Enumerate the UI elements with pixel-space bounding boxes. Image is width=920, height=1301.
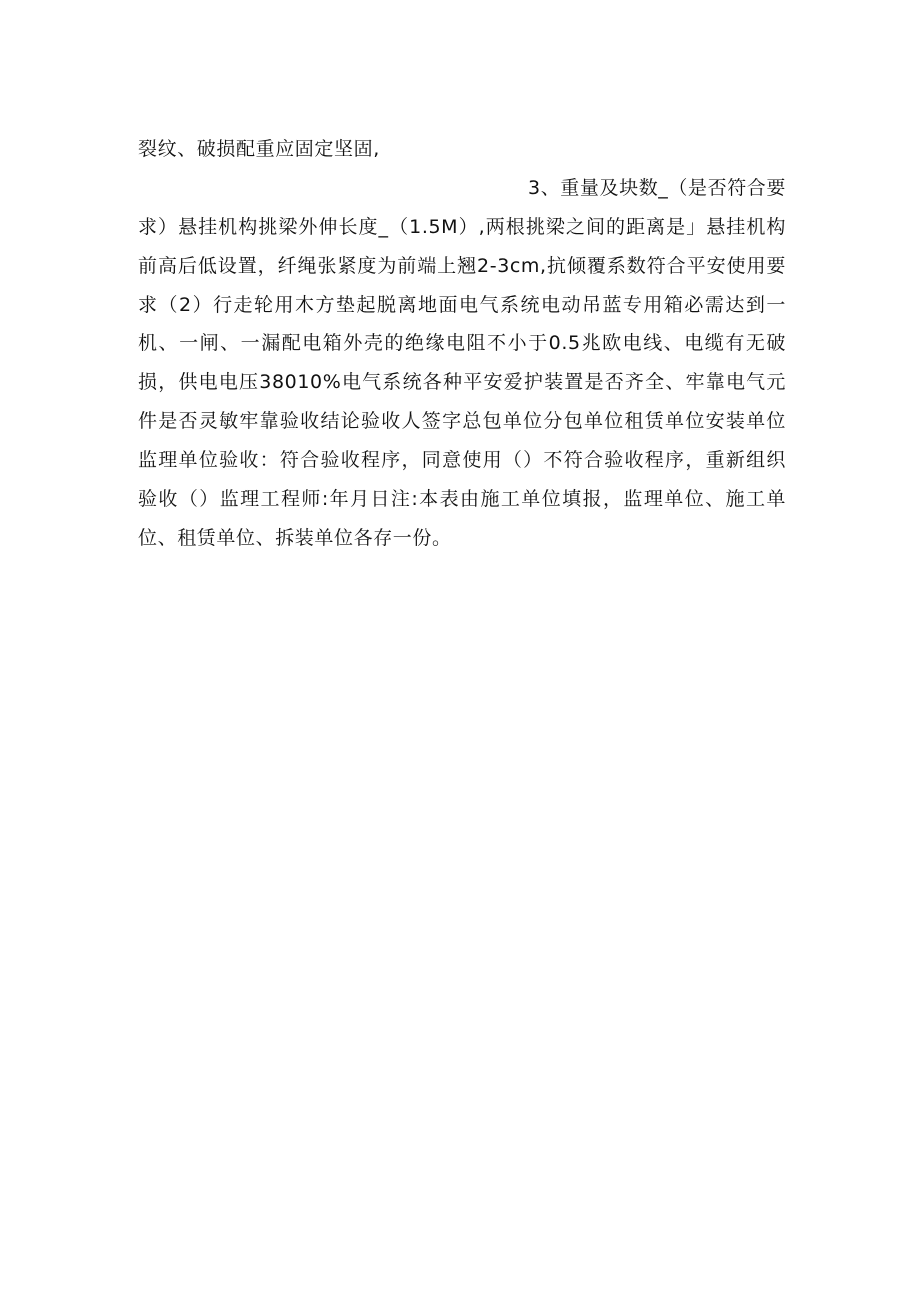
text-line-9: 监理单位验收：符合验收程序，同意使用（）不符合验收程序，重新组织 bbox=[138, 449, 786, 472]
text-line-2: 3、重量及块数_（是否符合要 bbox=[528, 176, 786, 199]
text-line-7: 损，供电电压38010%电气系统各种平安爱护装置是否齐全、牢靠电气元 bbox=[138, 371, 786, 394]
text-line-11: 位、租赁单位、拆装单位各存一份。 bbox=[138, 526, 452, 549]
text-line-8: 件是否灵敏牢靠验收结论验收人签字总包单位分包单位租赁单位安装单位 bbox=[138, 410, 786, 433]
text-line-4: 前高后低设置，纤绳张紧度为前端上翘2-3cm,抗倾覆系数符合平安使用要 bbox=[138, 254, 786, 277]
text-line-5: 求（2）行走轮用木方垫起脱离地面电气系统电动吊蓝专用箱必需达到一 bbox=[138, 293, 786, 316]
body-text bbox=[138, 130, 786, 558]
text-line-1: 裂纹、破损配重应固定坚固, bbox=[138, 138, 380, 160]
text-line-3: 求）悬挂机构挑梁外伸长度_（1.5M）,两根挑梁之间的距离是」悬挂机构 bbox=[138, 215, 786, 238]
text-line-10: 验收（）监理工程师:年月日注:本表由施工单位填报，监理单位、施工单 bbox=[138, 488, 786, 511]
text-line-6: 机、一闸、一漏配电箱外壳的绝缘电阻不小于0.5兆欧电线、电缆有无破 bbox=[138, 332, 786, 355]
